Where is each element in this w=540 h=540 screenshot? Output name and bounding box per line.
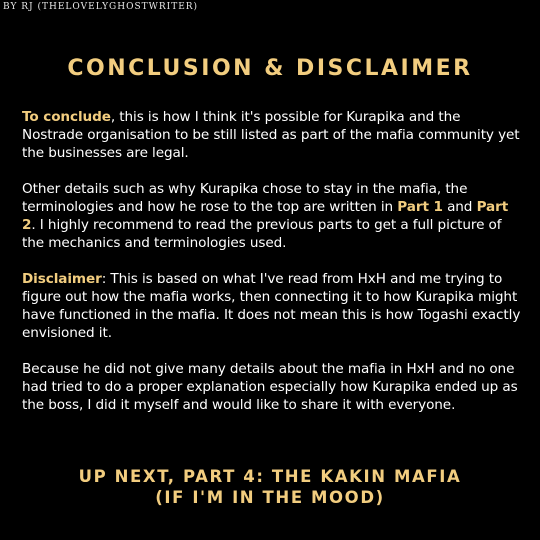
conclusion-text: , this is how I think it's possible for Kurapika and the Nostrade organisation to be still listed as part of the mafia community yet the businesses are legal. [22, 109, 520, 161]
details-text-b: and [442, 199, 477, 215]
up-next-line-2: (IF I'M IN THE MOOD) [155, 488, 385, 507]
part-1-link[interactable]: Part 1 [397, 199, 443, 215]
part-2-link[interactable]: Part 2 [22, 199, 509, 233]
details-text-a: Other details such as why Kurapika chose to stay in the mafia, the terminologies and how he rose to the top are written in [22, 181, 468, 215]
paragraph-other-details [22, 180, 522, 252]
paragraph-explanation [22, 360, 522, 414]
up-next-line-1: UP NEXT, PART 4: THE KAKIN MAFIA [78, 467, 462, 486]
explanation-text: Because he did not give many details about the mafia in HxH and no one had tried to do a proper explanation especially how Kurapika ended up as the boss, I did it myself and would like to share it with everyone. [22, 361, 518, 413]
body-text [22, 108, 522, 432]
details-text-c: . I highly recommend to read the previous parts to get a full picture of the mechanics and terminologies used. [22, 217, 502, 251]
disclaimer-text: : This is based on what I've read from HxH and me trying to figure out how the mafia works, then connecting it to how Kurapika might have functioned in the mafia. It does not mean this is how Togashi exactly envisioned it. [22, 271, 521, 341]
paragraph-conclusion [22, 108, 522, 162]
up-next-banner [0, 466, 540, 508]
page-title: CONCLUSION & DISCLAIMER [67, 56, 473, 81]
disclaimer-lead: Disclaimer [22, 271, 102, 287]
conclusion-lead: To conclude [22, 109, 111, 125]
paragraph-disclaimer [22, 270, 522, 342]
author-byline: BY RJ (THELOVELYGHOSTWRITER) [3, 2, 199, 12]
